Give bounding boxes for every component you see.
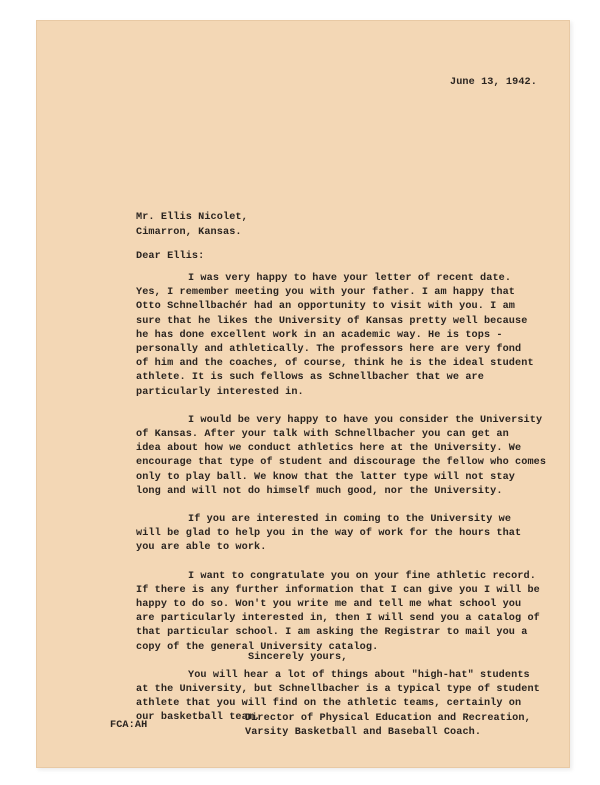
paragraph-line: athlete. It is such fellows as Schnellbacher that we are [136, 372, 484, 384]
body-paragraph-4 [136, 570, 540, 655]
paragraph-line: our basketball team. [136, 712, 261, 724]
paragraph-line: at the University, but Schnellbacher is a typical type of student [136, 684, 540, 696]
complimentary-closing: Sincerely yours, [248, 652, 348, 663]
paragraph-line: of him and the coaches, of course, think he is the ideal student [136, 358, 534, 370]
paragraph-line: particularly interested in. [136, 386, 304, 398]
signature-block [245, 712, 531, 740]
salutation: Dear Ellis: [136, 251, 205, 262]
body-paragraph-2 [136, 414, 547, 499]
body-paragraph-3 [136, 513, 526, 556]
paragraph-line: You will hear a lot of things about "high-hat" students [188, 669, 530, 681]
paragraph-line: of Kansas. After your talk with Schnellbacher you can get an [136, 429, 509, 441]
paragraph-line: Yes, I remember meeting you with your father. I am happy that [136, 287, 516, 299]
paragraph-line: athlete that you will find on the athletic teams, certainly on [136, 698, 522, 710]
paragraph-line: encourage that type of student and discourage the fellow who comes [136, 457, 547, 469]
paragraph-line: If you are interested in coming to the University we [188, 514, 512, 526]
paragraph-line: long and will not do himself much good, nor the University. [136, 485, 503, 497]
paragraph-line: I would be very happy to have you consider the University [188, 414, 543, 426]
recipient-address [136, 210, 248, 240]
paragraph-line: sure that he likes the University of Kansas pretty well because [136, 315, 528, 327]
paragraph-line: idea about how we conduct athletics here at the University. We [136, 443, 522, 455]
signature-title-line-2: Varsity Basketball and Baseball Coach. [245, 727, 482, 738]
paragraph-line: that particular school. I am asking the Registrar to mail you a [136, 627, 528, 639]
recipient-location: Cimarron, Kansas. [136, 227, 242, 238]
paragraph-line: copy of the general University catalog. [136, 641, 379, 653]
body-paragraph-1 [136, 272, 534, 400]
paragraph-line: I was very happy to have your letter of recent date. [188, 273, 512, 284]
paragraph-line: personally and athletically. The professors here are very fond [136, 344, 522, 356]
paragraph-line: are particularly interested in, then I will send you a catalog of [136, 613, 540, 625]
signature-title-line-1: Director of Physical Education and Recreation, [245, 713, 531, 724]
typist-initials: FCA:AH [110, 720, 148, 731]
paragraph-line: he has done excellent work in an academic way. He is tops - [136, 329, 503, 341]
letter-date: June 13, 1942. [450, 77, 537, 88]
paragraph-line: I want to congratulate you on your fine athletic record. [188, 570, 536, 582]
paragraph-line: Otto Schnellbachér had an opportunity to visit with you. I am [136, 301, 516, 313]
recipient-name: Mr. Ellis Nicolet, [136, 212, 248, 223]
paragraph-line: only to play ball. We know that the latter type will not stay [136, 471, 516, 483]
letter-body [136, 272, 547, 740]
paragraph-line: happy to do so. Won't you write me and tell me what school you [136, 599, 522, 611]
paragraph-line: you are able to work. [136, 542, 267, 554]
paragraph-line: will be glad to help you in the way of work for the hours that [136, 528, 522, 540]
paragraph-line: If there is any further information that I can give you I will be [136, 584, 540, 596]
